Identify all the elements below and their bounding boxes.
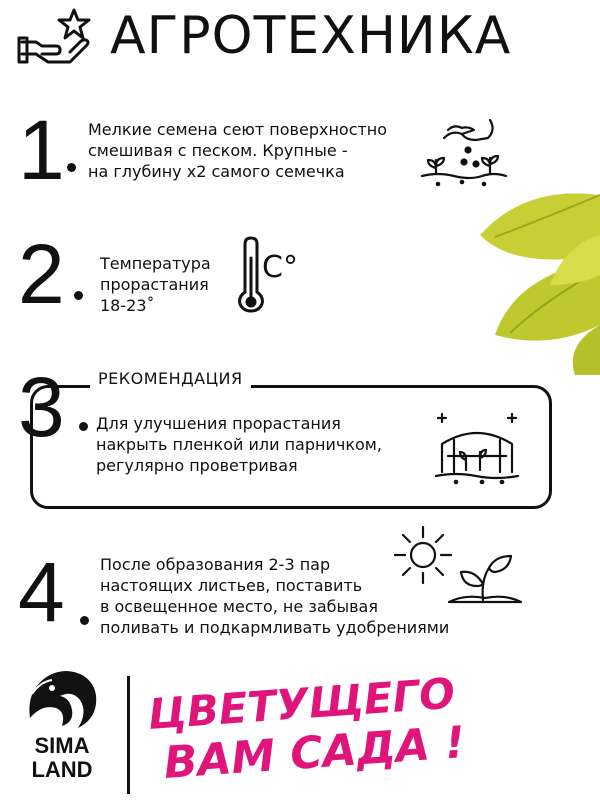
step-4-sun-wrap (393, 525, 453, 589)
hand-star-icon (18, 6, 98, 68)
step-1-dot (67, 163, 76, 172)
sprout-icon (445, 550, 525, 610)
step-4-dot (80, 616, 89, 625)
step-1-text: Мелкие семена сеют поверхностно смешивая с песком. Крупные - на глубину х2 самого семечка (88, 120, 388, 181)
slogan-line-1: ЦВЕТУЩЕГО (146, 668, 457, 739)
footer-divider (127, 676, 130, 794)
celsius-unit: C° (262, 250, 298, 285)
step-2-number: 2 (18, 227, 65, 321)
step-1-number: 1 (18, 103, 65, 197)
brand-line-2: LAND (31, 757, 93, 782)
dolphin-logo-icon (22, 668, 102, 730)
sun-icon (393, 525, 453, 585)
step-2-dot (74, 291, 83, 300)
step-3-number: 3 (18, 360, 65, 454)
sowing-seeds-icon (418, 118, 508, 188)
step-3-dot (79, 422, 88, 431)
simaland-logo (22, 668, 102, 734)
step-4-number: 4 (18, 545, 65, 639)
slogan-line-2: ВАМ САДА ! (162, 717, 467, 789)
step-4-text: После образования 2-3 пар настоящих листьев, поставить в освещенное место, не забывая поливать и подкармливать удобрениями (100, 555, 450, 637)
page-title: АГРОТЕХНИКА (110, 6, 512, 66)
header-logo (18, 6, 98, 72)
brand-line-1: SIMA (34, 733, 90, 758)
leaf-image (455, 175, 600, 379)
step-3-text: Для улучшения прорастания накрыть пленкой или парничком, регулярно проветривая (96, 414, 382, 475)
step-2-text: Температура прорастания 18-23˚ (100, 254, 211, 315)
step-1-icon-wrap (418, 118, 508, 192)
greenhouse-icon (432, 410, 522, 488)
recommendation-label: РЕКОМЕНДАЦИЯ (90, 368, 251, 389)
step-3-icon-wrap (432, 410, 522, 492)
step-4-sprout-wrap (445, 550, 525, 614)
